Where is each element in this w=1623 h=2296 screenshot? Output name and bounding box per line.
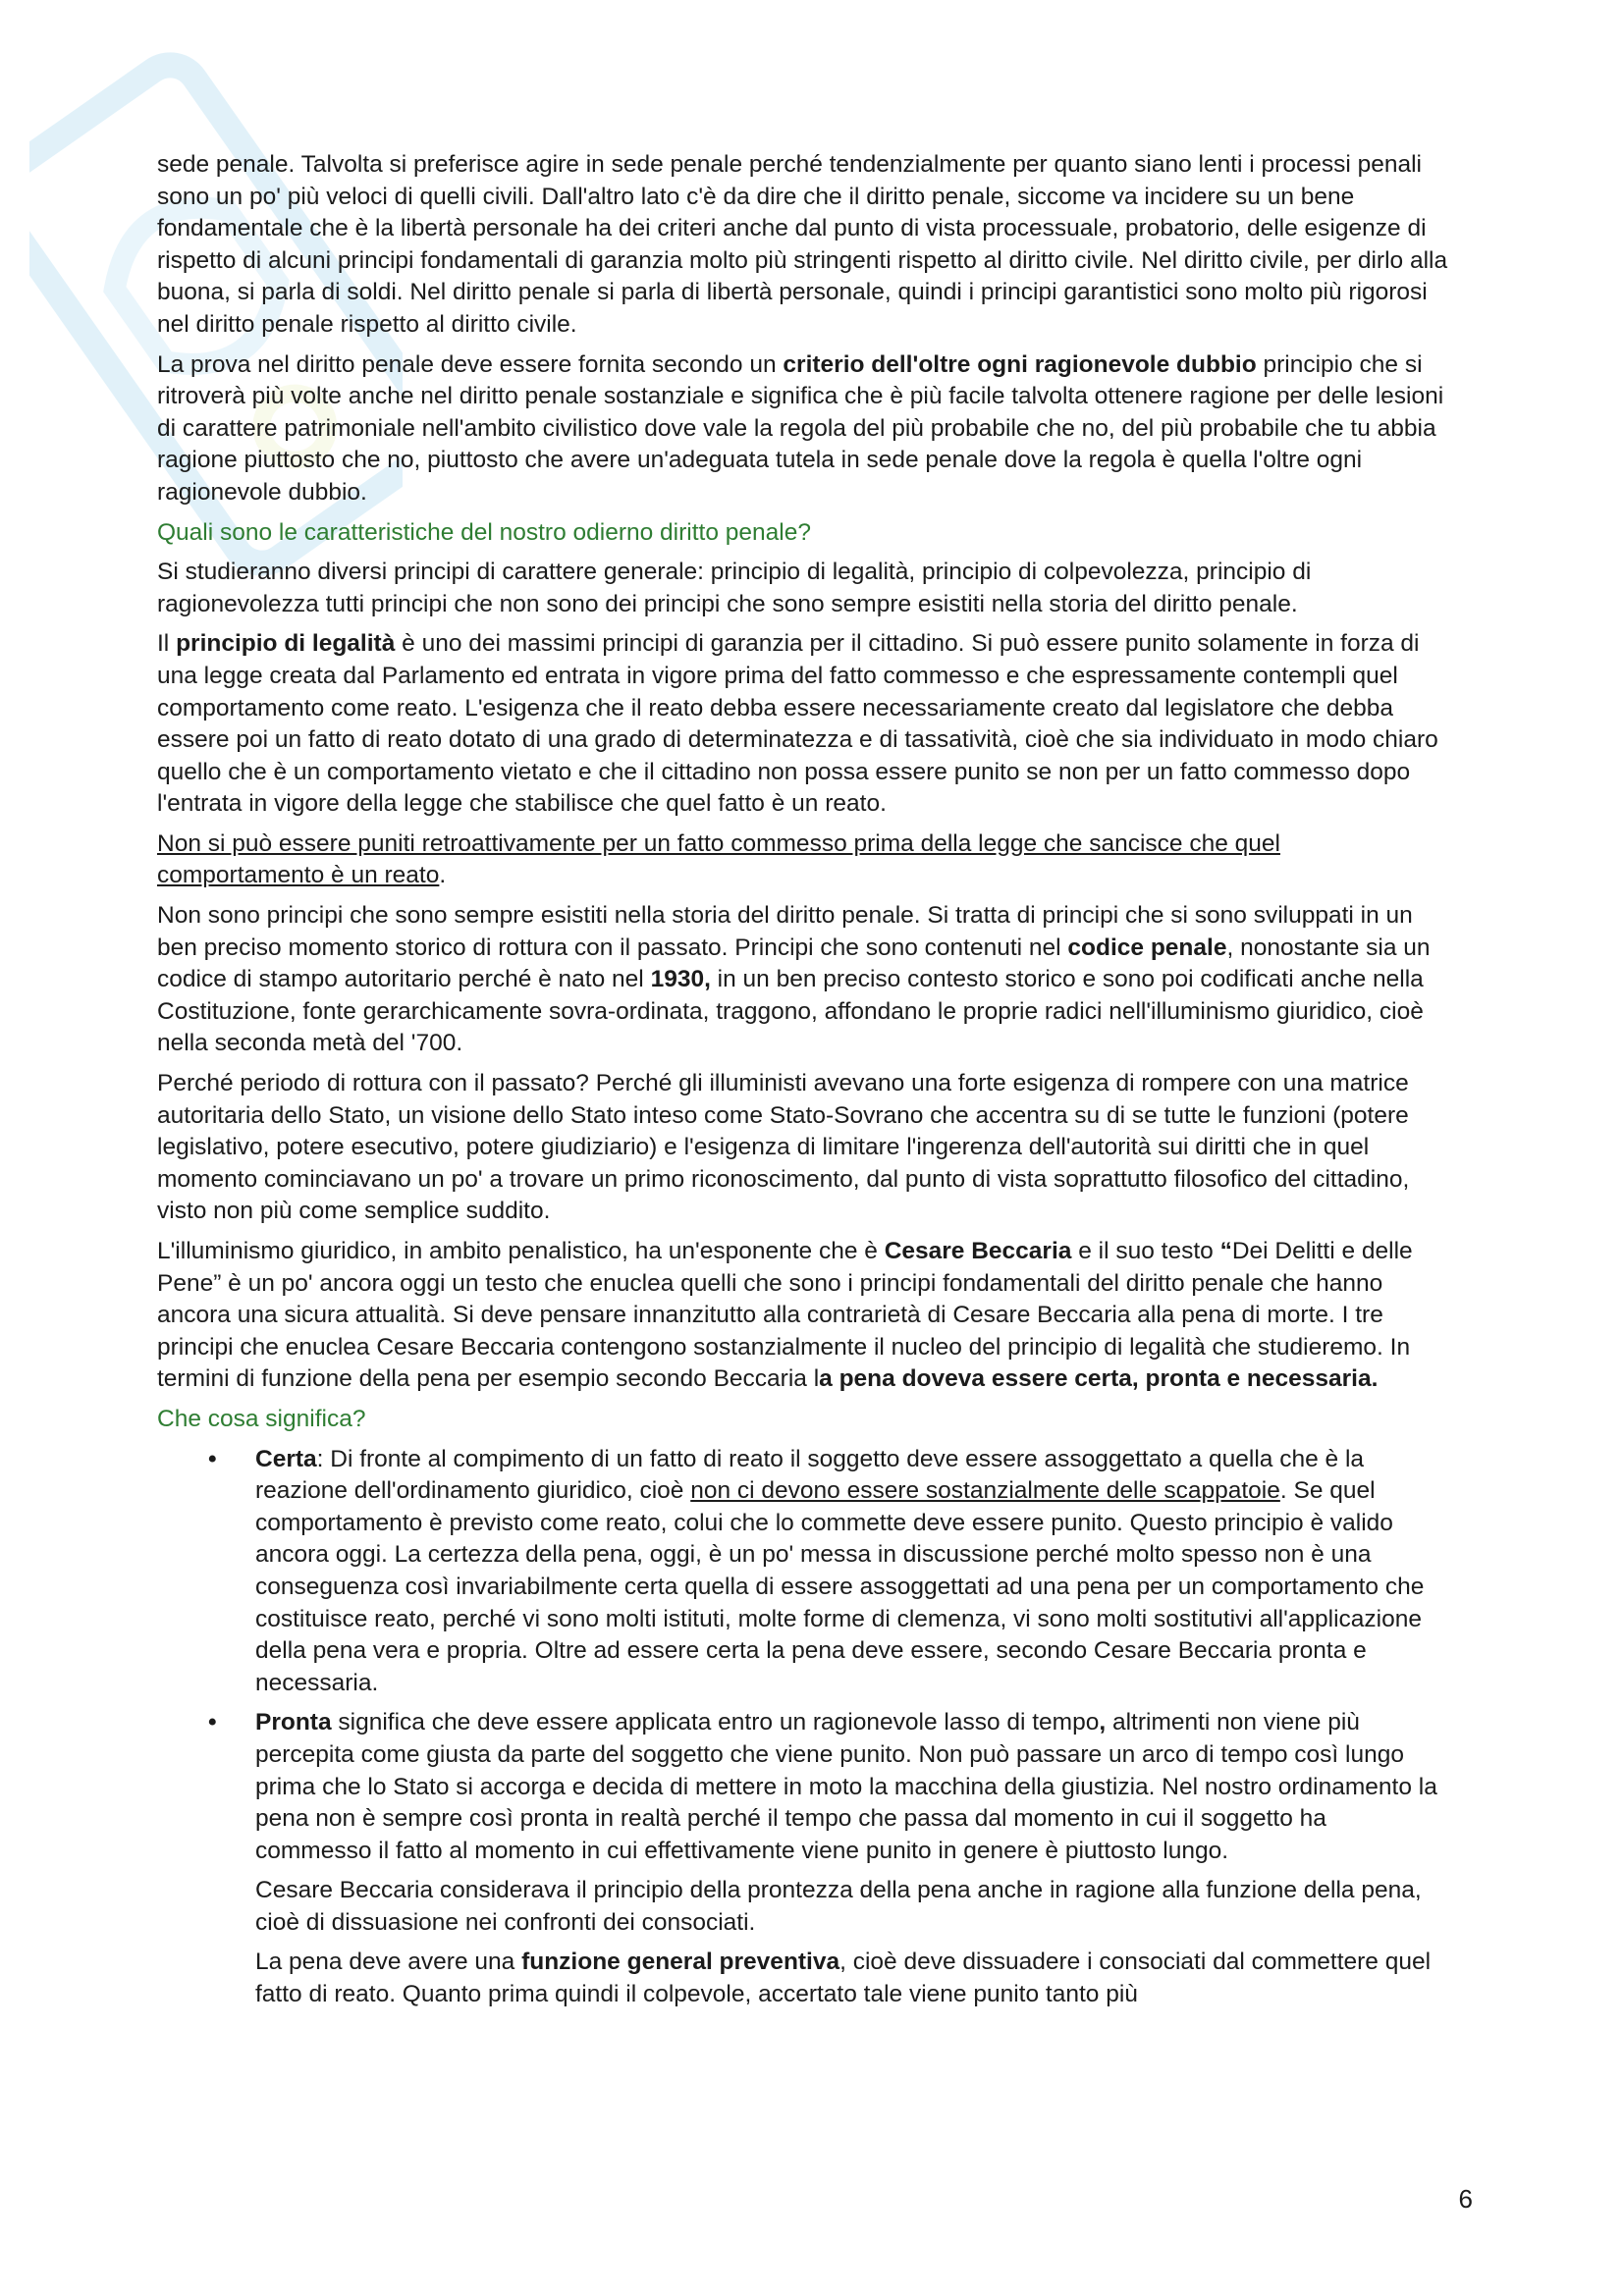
paragraph-3: Si studieranno diversi principi di carattere generale: principio di legalità, principio di colpevolezza, principio di ragionevolezza tutti principi che non sono dei principi che sono sempre esistiti nella storia del diritto penale. (157, 559, 1312, 617)
paragraph-10: La pena deve avere una funzione general preventiva, cioè deve dissuadere i consociati dal commettere quel fatto di reato. Quanto prima quindi il colpevole, accertato tale viene punito tanto più (255, 1949, 1432, 2008)
underlined-retroactivity: Non si può essere puniti retroattivamente per un fatto commesso prima della legge che sancisce che quel comportamento è un reato (157, 829, 1280, 889)
underlined-no-loopholes: non ci devono essere sostanzialmente delle scappatoie (690, 1477, 1280, 1505)
bullet-icon: • (208, 1709, 217, 1736)
list-item-certa: • Certa: Di fronte al compimento di un fatto di reato il soggetto deve essere assoggettato a quella che è la reazione dell'ordinamento giuridico, cioè non ci devono essere sostanzialmente delle scappatoie. Se quel comportamento è previsto come reato, colui che lo commette deve essere punito. Questo principio è valido ancora oggi. La certezza della pena, oggi, è un po' messa in discussione perché molto spesso non è una conseguenza così invariabilmente certa quella di essere assoggettati ad una pena per un comportamento che costituisce reato, perché vi sono molti istituti, molte forme di clemenza, vi sono molti sostitutivi all'applicazione della pena vera e propria. Oltre ad essere certa la pena deve essere, secondo Cesare Beccaria pronta e necessaria. (208, 1445, 1425, 1696)
section-meaning-heading: Che cosa significa? (157, 1405, 366, 1432)
paragraph-2: La prova nel diritto penale deve essere fornita secondo un criterio dell'oltre ogni ragionevole dubbio principio che si ritroverà più volte anche nel diritto penale sostanziale e significa che è più facile talvolta ottenere ragione per delle lesioni di carattere patrimoniale nell'ambito civilistico dove vale la regola del più probabile che no, del più probabile che tu abbia ragione piuttosto che no, piuttosto che avere un'adeguata tutela in sede penale dove la regola è quella l'oltre ogni ragionevole dubbio. (157, 350, 1444, 506)
section-question-heading: Quali sono le caratteristiche del nostro odierno diritto penale? (157, 518, 811, 546)
paragraph-8: L'illuminismo giuridico, in ambito penalistico, ha un'esponente che è Cesare Beccaria e il suo testo “Dei Delitti e delle Pene” è un po' ancora oggi un testo che enuclea quelli che sono i principi fondamentali del diritto penale che hanno ancora una sicura attualità. Si deve pensare innanzitutto alla contrarietà di Cesare Beccaria alla pena di morte. I tre principi che enuclea Cesare Beccaria contengono sostanzialmente il nucleo del principio di legalità che studieremo. In termini di funzione della pena per esempio secondo Beccaria la pena doveva essere certa, pronta e necessaria. (157, 1238, 1413, 1393)
bold-legality-principle: principio di legalità (176, 630, 396, 658)
page-number: 6 (1458, 2184, 1473, 2214)
bold-criterion: criterio dell'oltre ogni ragionevole dubbio (783, 350, 1257, 378)
paragraph-9: Cesare Beccaria considerava il principio della prontezza della pena anche in ragione alla funzione della pena, cioè di dissuasione nei confronti dei consociati. (255, 1877, 1422, 1936)
principles-list (157, 1444, 1448, 1868)
paragraph-7: Perché periodo di rottura con il passato? Perché gli illuministi avevano una forte esigenza di rompere con una matrice autoritaria dello Stato, un visione dello Stato inteso come Stato-Sovrano che accentra su di se tutte le funzioni (potere legislativo, potere esecutivo, potere giudiziario) e l'esigenza di limitare l'ingerenza dell'autorità sui diritti che in quel momento cominciavano un po' a trovare un primo riconoscimento, dal punto di vista soprattutto filosofico del cittadino, visto non più come semplice suddito. (157, 1070, 1410, 1225)
paragraph-1: sede penale. Talvolta si preferisce agire in sede penale perché tendenzialmente per quanto siano lenti i processi penali sono un po' più veloci di quelli civili. Dall'altro lato c'è da dire che il diritto penale, siccome va incidere su un bene fondamentale che è la libertà personale ha dei criteri anche dal punto di vista processuale, probatorio, delle esigenze di rispetto di alcuni principi fondamentali di garanzia molto più stringenti rispetto al diritto civile. Nel diritto civile, per dirlo alla buona, si parla di soldi. Nel diritto penale si parla di libertà personale, quindi i principi garantistici sono molto più rigorosi nel diritto penale rispetto al diritto civile. (157, 151, 1448, 338)
bold-general-prevention: funzione general preventiva (521, 1949, 840, 1976)
list-item-pronta: • Pronta significa che deve essere applicata entro un ragionevole lasso di tempo, altrimenti non viene più percepita come giusta da parte del soggetto che viene punito. Non può passare un arco di tempo così lungo prima che lo Stato si accorga e decida di mettere in moto la macchina della giustizia. Nel nostro ordinamento la pena non è sempre così pronta in realtà perché il tempo che passa dal momento in cui il soggetto ha commesso il fatto al momento in cui effettivamente viene punito in genere è piuttosto lungo. (208, 1709, 1437, 1864)
bold-cesare-beccaria: Cesare Beccaria (884, 1238, 1072, 1264)
bullet-icon: • (208, 1445, 217, 1472)
paragraph-4: Il principio di legalità è uno dei massimi principi di garanzia per il cittadino. Si può essere punito solamente in forza di una legge creata dal Parlamento ed entrata in vigore prima del fatto commesso e che espressamente contempli quel comportamento come reato. L'esigenza che il reato debba essere necessariamente creato dal legislatore che debba essere poi un fatto di reato dotato di una grado di determinatezza e di tassatività, cioè che sia individuato in modo chiaro quello che è un comportamento vietato e che il cittadino non possa essere punito se non per un fatto commesso dopo l'entrata in vigore della legge che stabilisce che quel fatto è un reato. (157, 630, 1438, 818)
document-body (157, 149, 1448, 2019)
paragraph-6: Non sono principi che sono sempre esistiti nella storia del diritto penale. Si tratta di principi che si sono sviluppati in un ben preciso momento storico di rottura con il passato. Principi che sono contenuti nel codice penale, nonostante sia un codice di stampo autoritario perché è nato nel 1930, in un ben preciso contesto storico e sono poi codificati anche nella Costituzione, fonte gerarchicamente sovra-ordinata, traggono, affondano le proprie radici nell'illuminismo giuridico, cioè nella seconda metà del '700. (157, 902, 1431, 1057)
paragraph-5: Non si può essere puniti retroattivamente per un fatto commesso prima della legge che sancisce che quel comportamento è un reato. (157, 829, 1280, 889)
